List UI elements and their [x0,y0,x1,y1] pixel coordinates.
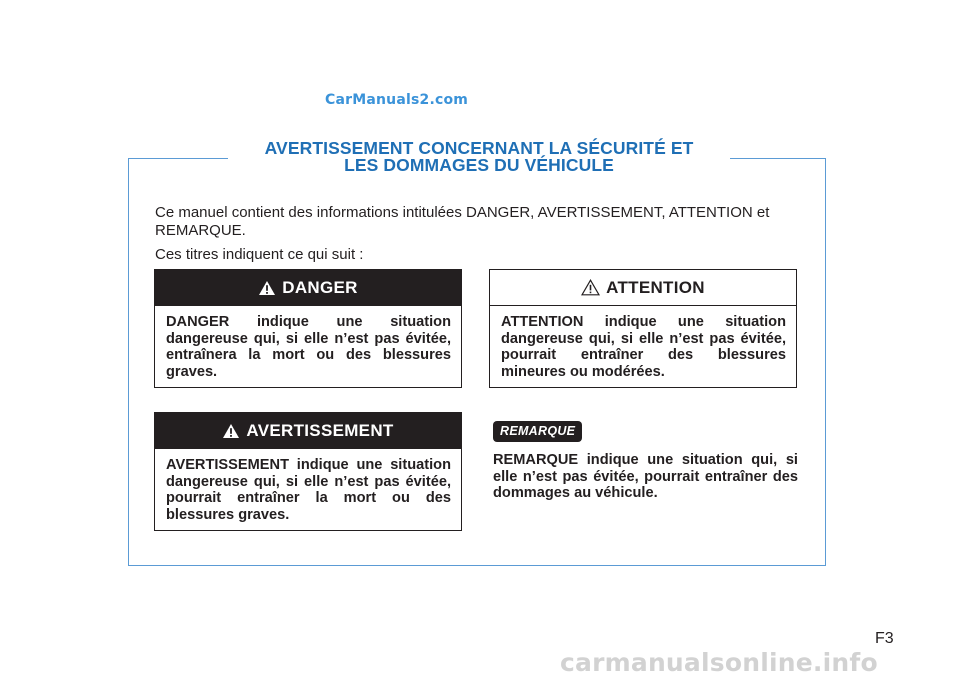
attention-box [489,269,797,388]
remarque-text: REMARQUE indique une situation qui, si elle n’est pas évitée, pourrait entraîner des dommages au véhicule. [493,452,798,502]
attention-header [490,270,796,306]
danger-label: DANGER [282,278,358,297]
remarque-badge: REMARQUE [493,421,582,442]
avertissement-box [154,412,462,531]
section-title [228,140,730,174]
attention-text: ATTENTION indique une situation dangereuse qui, si elle n’est pas évitée, pourrait entraîner des blessures mineures ou modérées. [501,314,786,380]
danger-header [155,270,461,306]
intro-text [155,204,805,264]
warning-triangle-outline-icon [581,279,600,296]
page-number: F3 [875,630,894,647]
intro-paragraph-2: Ces titres indiquent ce qui suit : [155,246,364,263]
warning-triangle-icon [258,280,276,296]
watermark-top[interactable]: CarManuals2.com [325,92,469,108]
watermark-bottom[interactable]: carmanualsonline.info [560,648,878,677]
section-title-line1: AVERTISSEMENT CONCERNANT LA SÉCURITÉ ET [264,138,694,158]
danger-box [154,269,462,388]
avertissement-label: AVERTISSEMENT [246,421,394,440]
intro-paragraph-1: Ce manuel contient des informations intitulées DANGER, AVERTISSEMENT, ATTENTION et REMARQUE. [155,204,770,239]
avertissement-header [155,413,461,449]
attention-label: ATTENTION [606,277,705,297]
avertissement-text: AVERTISSEMENT indique une situation dangereuse qui, si elle n’est pas évitée, pourrait entraîner la mort ou des blessures graves. [166,457,451,523]
section-title-line2: LES DOMMAGES DU VÉHICULE [344,155,614,175]
danger-text: DANGER indique une situation dangereuse qui, si elle n’est pas évitée, entraînera la mort ou des blessures graves. [166,314,451,380]
warning-triangle-icon [222,423,240,439]
